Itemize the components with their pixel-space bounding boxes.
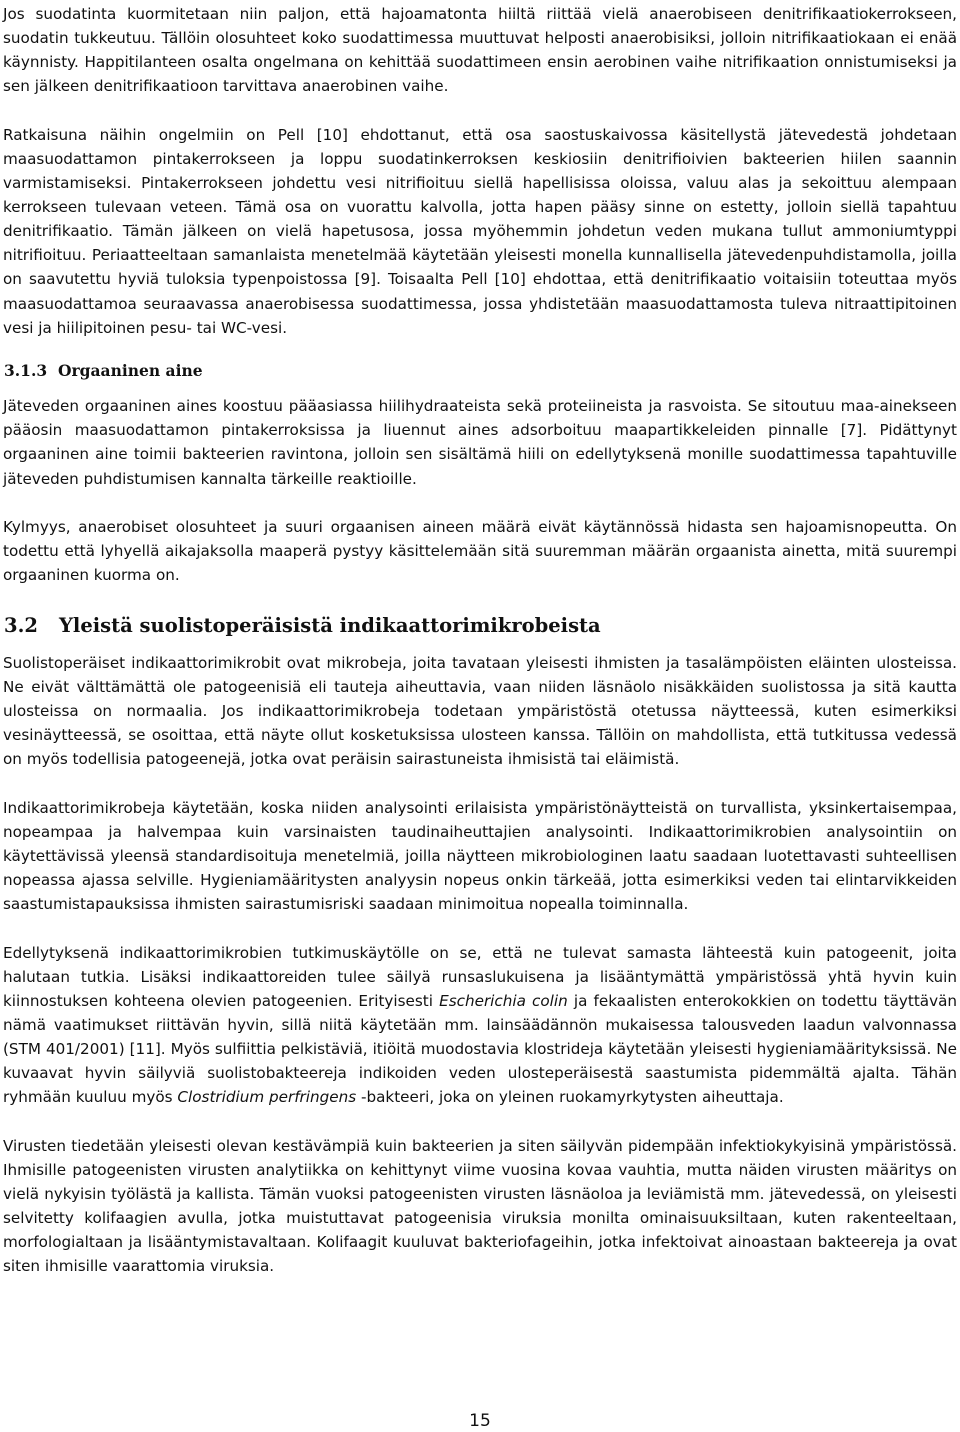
species-name: Clostridium perfringens [177,1088,357,1107]
paragraph-filter-clogging: Jos suodatinta kuormitetaan niin paljon, että hajoamatonta hiiltä riittää vielä anaerobiseen denitrifikaatiokerrokseen, suodatin tukkeutuu. Tällöin olosuhteet koko suodattimessa muuttuvat helposti anaerobisiksi, jolloin nitrifikaatiokaan ei enää käynnisty. Happitilanteen osalta ongelmana on kehittää suodattimeen ensin aerobinen vaihe nitrifikaation onnistumiseksi ja sen jälkeen denitrifikaatioon tarvittava anaerobinen vaihe. [3,5,957,96]
heading-title: Orgaaninen aine [58,361,203,381]
heading-title: Yleistä suolistoperäisistä indikaattorimikrobeista [59,613,601,637]
paragraph-indicator-requirements: Edellytyksenä indikaattorimikrobien tutkimuskäytölle on se, että ne tulevat samasta lähteestä kuin patogeenit, joita halutaan tutkia. Lisäksi indikaattoreiden tulee säilyä runsaslukuisena ja lisääntymättä ympäristössä yhtä hyvin kuin kiinnostuksen kohteena olevien patogeenien. Erityisesti Escherichia colin ja fekaalisten enterokokkien on todettu täyttävän nämä vaatimukset riittävän hyvin, sillä niitä käytetään mm. lainsäädännön mukaisessa talousveden laadun valvonnassa (STM 401/2001) [11]. Myös sulfiittia pelkistäviä, itiöitä muodostavia klostrideja käytetään yleisesti hygieniamäärityksissä. Ne kuvaavat hyvin säilyviä suolistobakteereja indikoiden veden ulosteperäisestä saastumista pidemmältä ajalta. Tähän ryhmään kuuluu myös Clostridium perfringens -bakteeri, joka on yleinen ruokamyrkytysten aiheuttaja. [3,943,958,1107]
heading-number: 3.2 [4,613,38,637]
paragraph-cold-conditions: Kylmyys, anaerobiset olosuhteet ja suuri orgaanisen aineen määrä eivät käytännössä hidasta sen hajoamisnopeutta. On todettu että lyhyellä aikajaksolla maaperä pystyy käsittelemään sitä suuremman määrän orgaanista ainetta, mitä suurempi orgaaninen kuorma on. [3,518,957,585]
paragraph-pell-solution: Ratkaisuna näihin ongelmiin on Pell [10] ehdottanut, että osa saostuskaivossa käsitellystä jätevedestä johdetaan maasuodattamon pintakerrokseen ja loppu suodatinkerroksen keskiosiin denitrifioivien bakteerien hiilen saannin varmistamiseksi. Pintakerrokseen johdettu vesi nitrifioituu siellä hapellisissa oloissa, valuu alas ja sekoittuu alempaan kerrokseen tulevaan veteen. Tämä osa on vuorattu kalvolla, jotta hapen pääsy sinne on estetty, jolloin siellä tapahtuu denitrifikaatio. Tämän jälkeen on vielä hapetusosa, jossa myöhemmin johdetun veden mukana tullut ammoniumtyppi nitrifioituu. Periaatteeltaan samanlaista menetelmää käytetään yleisesti monella kunnallisella jätevedenpuhdistamolla, joilla on saavutettu hyviä tuloksia typenpoistossa [9]. Toisaalta Pell [10] ehdottaa, että denitrifikaatio voitaisiin toteuttaa myös maasuodattamoa seuraavassa anaerobisessa suodattimessa, jossa yhdistetään maasuodattamosta tuleva nitraattipitoinen vesi ja hiilipitoinen pesu- tai WC-vesi. [3,125,957,337]
species-name: Escherichia colin [439,992,568,1010]
paragraph-viruses: Virusten tiedetään yleisesti olevan kestävämpiä kuin bakteerien ja siten säilyvän pidempään infektiokykyisinä ympäristössä. Ihmisille patogeenisten virusten analytiikka on kehittynyt viime vuosina kovaa vauhtia, mutta näiden virusten määritys on vielä nykyisin työlästä ja kallista. Tämän vuoksi patogeenisten virusten läsnäoloa ja leviämistä mm. jätevedessä, on yleisesti selvitetty kolifaagien avulla, jotka muistuttavat patogeenisia viruksia monilta ominaisuuksiltaan, kuten rakenteeltaan, morfologialtaan ja lisääntymistavaltaan. Kolifaagit kuuluvat bakteriofageihin, jotka infektoivat ainoastaan bakteereja ja ovat siten ihmisille vaarattomia viruksia. [3,1136,957,1276]
heading-number: 3.1.3 [4,361,48,381]
paragraph-indicator-usage: Indikaattorimikrobeja käytetään, koska niiden analysointi erilaisista ympäristönäytteistä on turvallista, yksinkertaisempaa, nopeampaa ja halvempaa kuin varsinaisten taudinaiheuttajien analysointi. Indikaattorimikrobien analysointiin on käytettävissä yleensä standardisoituja menetelmiä, joilla näytteen mikrobiologinen laatu saadaan luotettavasti suhteellisen nopeassa ajassa selville. Hygieniamääritysten analyysin nopeus onkin tärkeää, jotta esimerkiksi veden tai elintarvikkeiden saastumistapauksissa ihmisten sairastumisriski saadaan minimoitua nopealla toiminnalla. [3,798,957,914]
heading-3-1-3 [3,360,957,382]
paragraph-indicator-microbes: Suolistoperäiset indikaattorimikrobit ovat mikrobeja, joita tavataan yleisesti ihmisten ja tasalämpöisten eläinten ulosteissa. Ne eivät välttämättä ole patogeenisiä eli tauteja aiheuttavia, vaan niiden läsnäolo nisäkkäiden suolistossa ja sitä kautta ulosteissa on normaalia. Jos indikaattorimikrobeja todetaan ympäristöstä otetussa näytteessä, kuten esimerkiksi vesinäytteessä, se osoittaa, että näyte ollut kosketuksissa ulosteen kanssa. Tällöin on mahdollista, että tutkitussa vedessä on myös todellisia patogeenejä, jotka ovat peräisin sairastuneista ihmisistä tai eläimistä. [3,653,957,769]
paragraph-organic-matter: Jäteveden orgaaninen aines koostuu pääasiassa hiilihydraateista sekä proteiineista ja rasvoista. Se sitoutuu maa-ainekseen pääosin maasuodattamon pintakerroksissa ja liuennut aines adsorboituu maapartikkeleiden pinnalle [7]. Pidättynyt orgaaninen aine toimii bakteerien ravintona, jolloin sen sisältämä hiili on edellytyksenä monille suodattimessa tapahtuville jäteveden puhdistumisen kannalta tärkeille reaktioille. [3,397,957,488]
page-number: 15 [469,1411,491,1431]
heading-3-2 [3,612,957,640]
